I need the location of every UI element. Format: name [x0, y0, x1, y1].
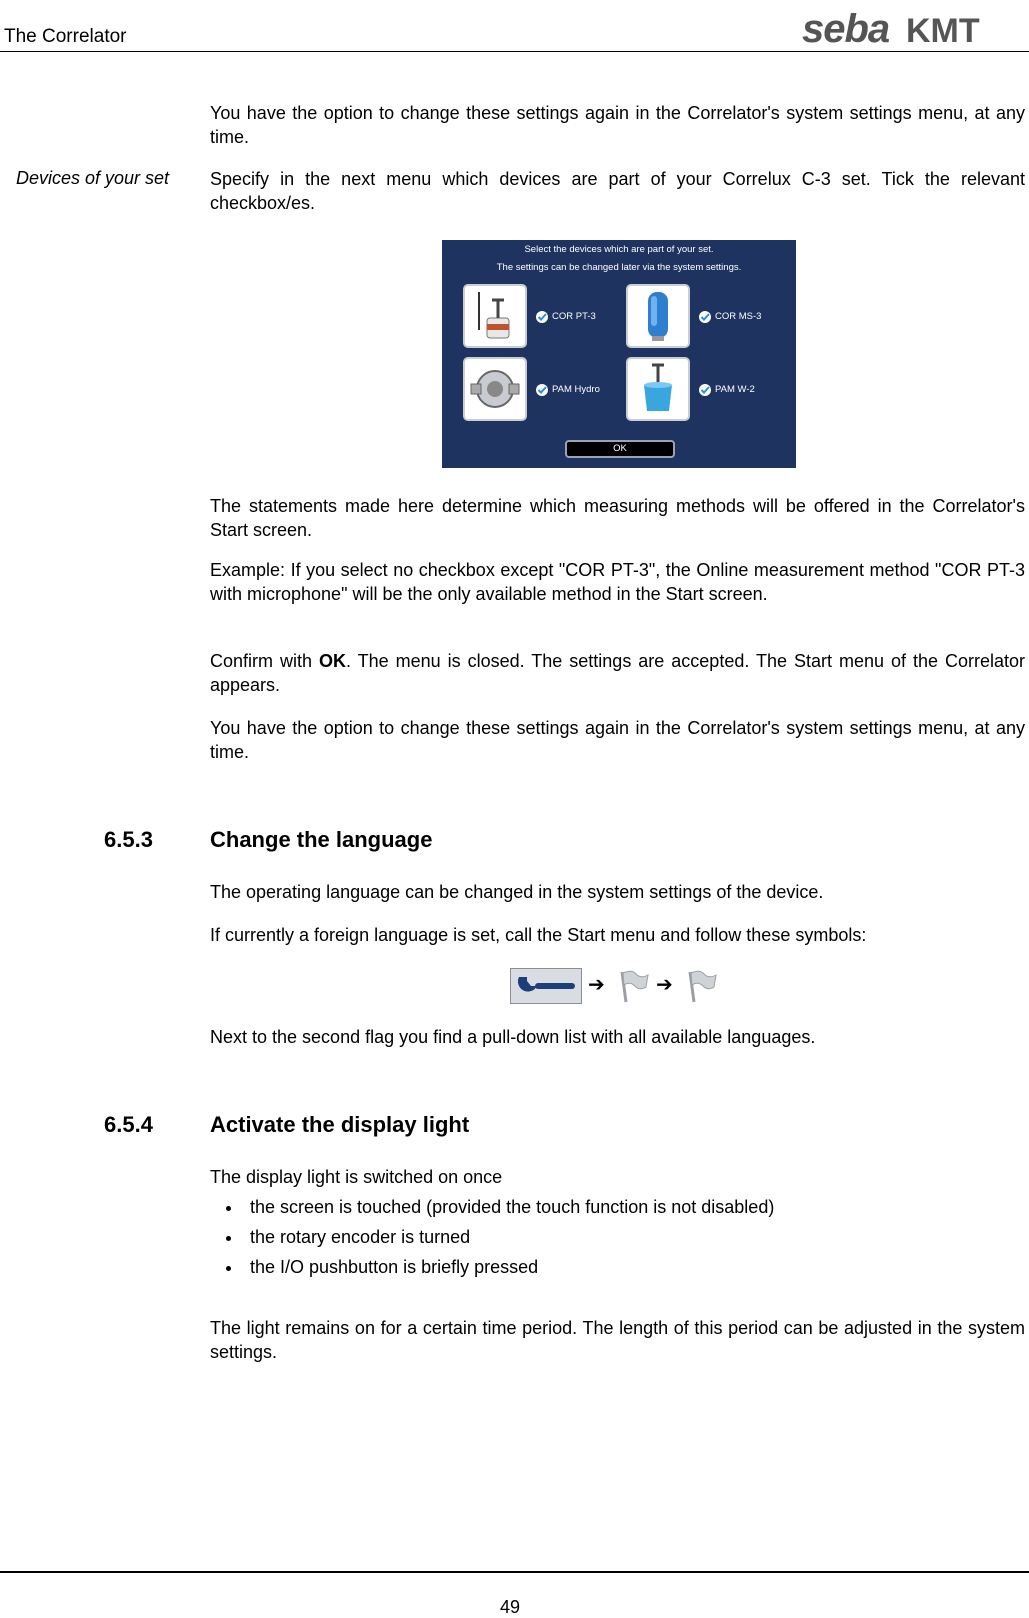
section-654-number: 6.5.4	[104, 1112, 153, 1137]
screenshot-line-1: Select the devices which are part of your set.	[524, 244, 714, 255]
devices-paragraph: Specify in the next menu which devices are part of your Correlux C-3 set. Tick the relevant checkbox/es.	[210, 169, 1025, 213]
cor-pt3-label: COR PT-3	[552, 311, 596, 322]
confirm-ok-bold: OK	[318, 651, 346, 671]
confirm-paragraph	[210, 649, 1025, 697]
screenshot-line-2: The settings can be changed later via the system settings.	[496, 262, 742, 273]
arrow-right-icon: ➔	[656, 974, 673, 996]
section-653-p1: The operating language can be changed in the system settings of the device.	[210, 882, 824, 902]
cor-ms3-device-icon	[626, 284, 690, 348]
sebakmt-logo	[802, 8, 1024, 50]
footer-rule	[0, 1571, 1029, 1573]
svg-text:KMT: KMT	[906, 12, 980, 50]
cor-pt3-checkbox[interactable]	[536, 311, 548, 323]
option-again-paragraph: You have the option to change these settings again in the Correlator's system settings menu, at any time.	[210, 718, 1025, 762]
flag-icon	[614, 968, 650, 1004]
example-paragraph: Example: If you select no checkbox except "COR PT-3", the Online measurement method "COR PT-3 with microphone" will be the only available method in the Start screen.	[210, 560, 1025, 604]
confirm-text-before: Confirm with	[210, 651, 319, 671]
cor-ms3-label: COR MS-3	[715, 311, 762, 322]
pam-w2-checkbox[interactable]	[699, 384, 711, 396]
pam-w2-device-icon	[626, 357, 690, 421]
cor-ms3-checkbox[interactable]	[699, 311, 711, 323]
section-653-number: 6.5.3	[104, 827, 153, 852]
bullet-dot	[226, 1206, 231, 1211]
cor-pt3-device-icon	[463, 284, 527, 348]
flag-icon	[682, 968, 718, 1004]
device-selection-screenshot	[442, 240, 796, 468]
section-654-title: Activate the display light	[210, 1112, 470, 1137]
confirm-text-after: . The menu is closed. The settings are accepted. The Start menu of the Correlator appears.	[210, 651, 1025, 695]
section-653-p2: If currently a foreign language is set, call the Start menu and follow these symbols:	[210, 925, 867, 945]
bullet-dot	[226, 1266, 231, 1271]
pam-w2-label: PAM W-2	[715, 384, 755, 395]
page-number: 49	[500, 1597, 521, 1617]
header-rule	[0, 51, 1029, 52]
sidebar-label: Devices of your set	[16, 168, 170, 188]
header-title: The Correlator	[4, 26, 127, 47]
section-653-title: Change the language	[210, 827, 433, 852]
section-653-p3: Next to the second flag you find a pull-down list with all available languages.	[210, 1027, 816, 1047]
pam-hydro-checkbox[interactable]	[536, 384, 548, 396]
section-654-p2: The light remains on for a certain time period. The length of this period can be adjusted in the system settings.	[210, 1318, 1025, 1362]
intro-paragraph: You have the option to change these settings again in the Correlator's system settings menu, at any time.	[210, 103, 1025, 147]
pam-hydro-device-icon	[463, 357, 527, 421]
wrench-icon	[510, 968, 582, 1004]
language-symbol-sequence	[510, 968, 730, 1006]
ok-button[interactable]: OK	[565, 440, 675, 458]
section-654-p1: The display light is switched on once	[210, 1167, 503, 1187]
pam-hydro-label: PAM Hydro	[552, 384, 600, 395]
statements-paragraph: The statements made here determine which measuring methods will be offered in the Correlator's Start screen.	[210, 496, 1025, 540]
svg-text:seba: seba	[802, 8, 890, 50]
arrow-right-icon: ➔	[588, 974, 605, 996]
bullet-dot	[226, 1236, 231, 1241]
